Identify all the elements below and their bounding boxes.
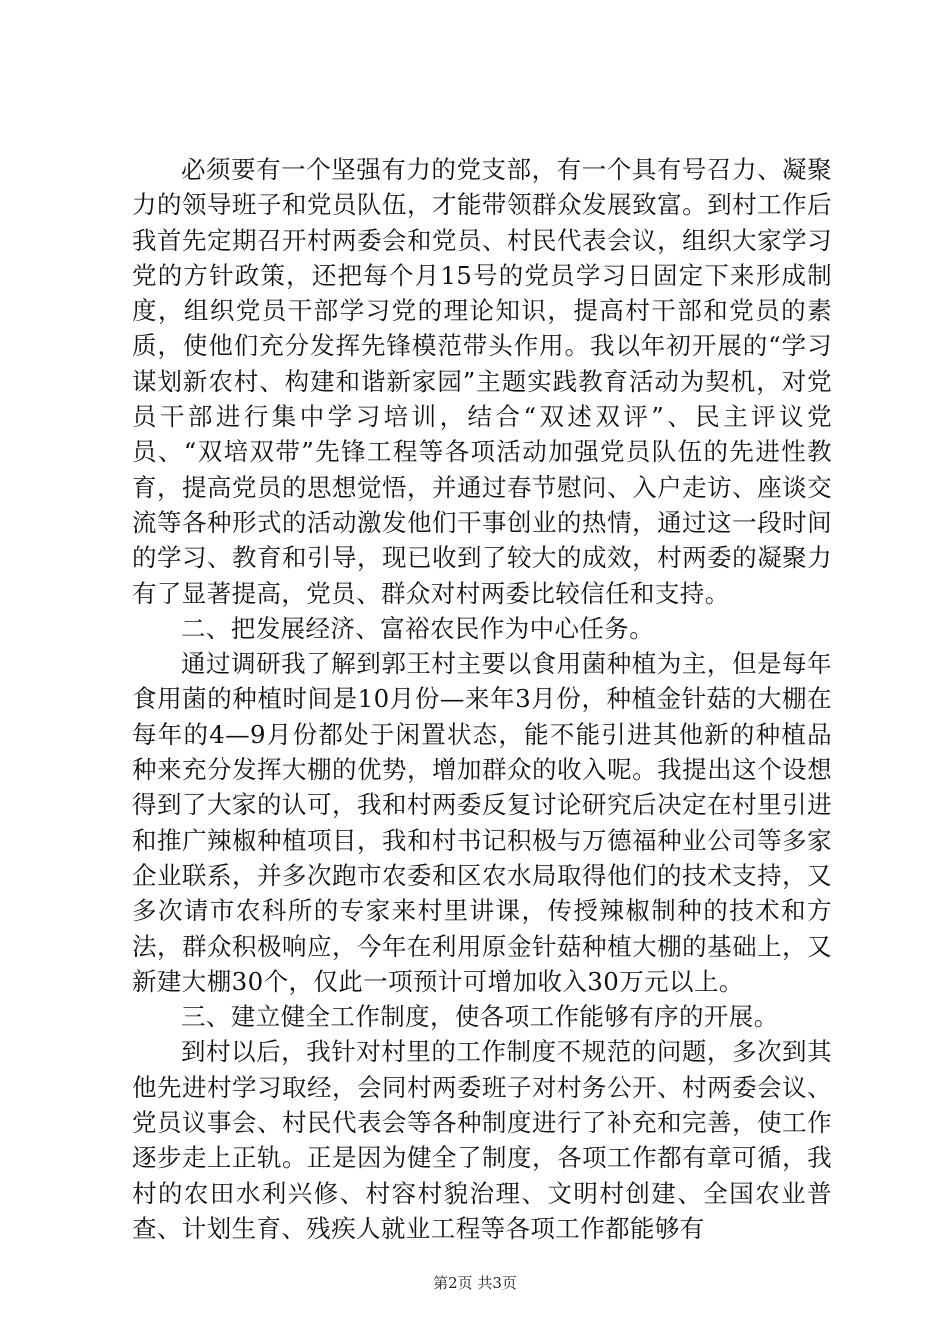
paragraph-systems: 到村以后，我针对村里的工作制度不规范的问题，多次到其他先进村学习取经，会同村两委班子对村务公开、村两委会议、党员议事会、村民代表会等各种制度进行了补充和完善，使工作逐步走上正轨。正是因为健全了制度，各项工作都有章可循，我村的农田水利兴修、村容村貌治理、文明村创建、全国农业普查、计划生育、残疾人就业工程等各项工作都能够有 — [132, 1037, 832, 1243]
section-heading-systems: 三、建立健全工作制度，使各项工作能够有序的开展。 — [181, 1002, 779, 1032]
document-body — [132, 152, 832, 1246]
paragraph-economy: 通过调研我了解到郭王村主要以食用菌种植为主，但是每年食用菌的种植时间是10月份—来年3月份，种植金针菇的大棚在每年的4—9月份都处于闲置状态，能不能引进其他新的种植品种来充分发挥大棚的优势，增加群众的收入呢。我提出这个设想得到了大家的认可，我和村两委反复讨论研究后决定在村里引进和推广辣椒种植项目，我和村书记积极与万德福种业公司等多家企业联系，并多次跑市农委和区农水局取得他们的技术支持，又多次请市农科所的专家来村里讲课，传授辣椒制种的技术和方法，群众积极响应，今年在利用原金针菇种植大棚的基础上，又新建大棚30个，仅此一项预计可增加收入30万元以上。 — [132, 649, 832, 996]
paragraph-party-branch: 必须要有一个坚强有力的党支部，有一个具有号召力、凝聚力的领导班子和党员队伍，才能带领群众发展致富。到村工作后我首先定期召开村两委会和党员、村民代表会议，组织大家学习党的方针政策，还把每个月15号的党员学习日固定下来形成制度，组织党员干部学习党的理论知识，提高村干部和党员的素质，使他们充分发挥先锋模范带头作用。我以年初开展的“学习谋划新农村、构建和谐新家园”主题实践教育活动为契机，对党员干部进行集中学习培训，结合“双述双评”、民主评议党员、“双培双带”先锋工程等各项活动加强党员队伍的先进性教育，提高党员的思想觉悟，并通过春节慰问、入户走访、座谈交流等各种形式的活动激发他们干事创业的热情，通过这一段时间的学习、教育和引导，现已收到了较大的成效，村两委的凝聚力有了显著提高，党员、群众对村两委比较信任和支持。 — [132, 155, 832, 608]
page-footer: 第2页 共3页 — [433, 1274, 517, 1292]
section-heading-economy: 二、把发展经济、富裕农民作为中心任务。 — [181, 613, 655, 643]
